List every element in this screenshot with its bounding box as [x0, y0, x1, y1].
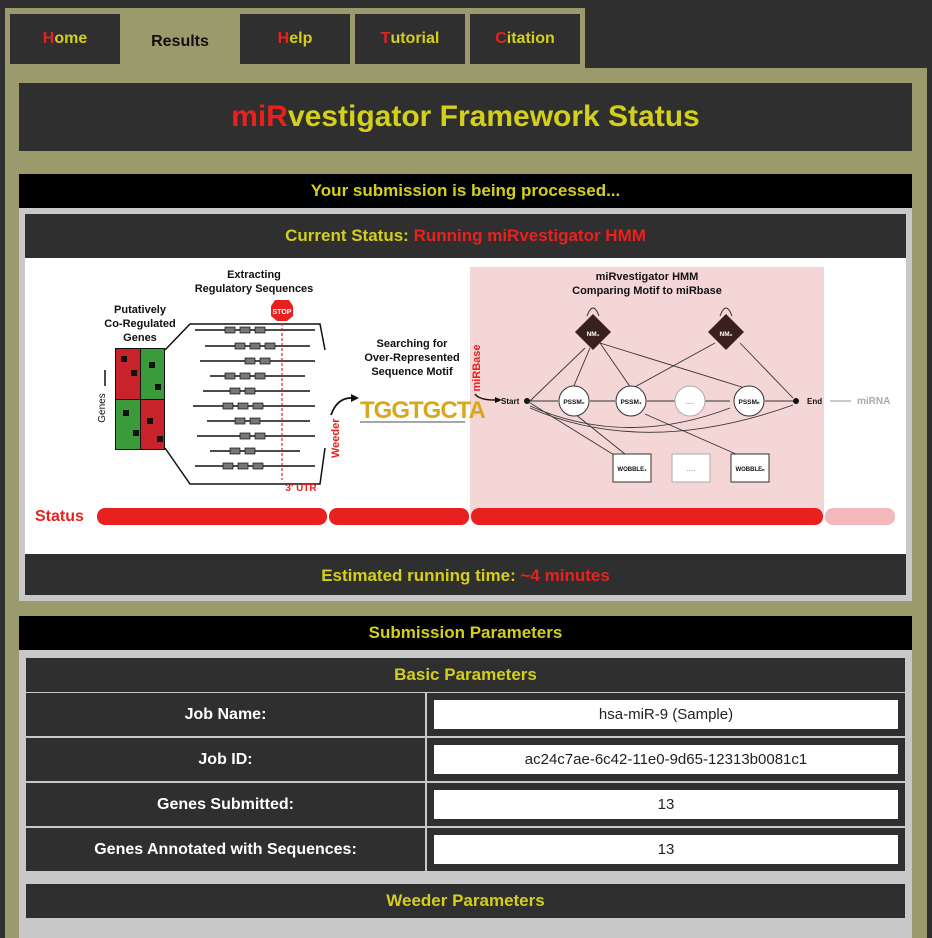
- genes-submitted-value: 13: [434, 790, 898, 819]
- extracting-label-2: Regulatory Sequences: [194, 283, 314, 295]
- wobble-dots-node: .....: [686, 467, 696, 473]
- submission-banner: Submission Parameters: [19, 616, 912, 650]
- pipeline-figure: [25, 258, 906, 554]
- param-row-genes-submitted: Genes Submitted: 13: [26, 783, 905, 826]
- param-row-job-name: Job Name: hsa-miR-9 (Sample): [26, 693, 905, 736]
- putatively-label-2: Co-Regulated: [104, 318, 176, 330]
- estimated-time: Estimated running time: ~4 minutes: [321, 565, 610, 585]
- putatively-label-3: Genes: [123, 332, 157, 344]
- svg-text:NM₂: NM₂: [719, 331, 733, 338]
- genes-annotated-value: 13: [434, 835, 898, 864]
- searching-label-3: Sequence Motif: [371, 366, 453, 378]
- status-segment-hmm: [471, 508, 823, 525]
- putatively-label: Putatively: [114, 304, 166, 316]
- param-row-genes-annotated: Genes Annotated with Sequences: 13: [26, 828, 905, 871]
- status-segment-done: [825, 508, 895, 525]
- param-row-job-id: Job ID: ac24c7ae-6c42-11e0-9d65-12313b0081c1: [26, 738, 905, 781]
- status-panel: [19, 208, 912, 601]
- hmm-subtitle: Comparing Motif to miRbase: [572, 285, 722, 297]
- weeder-label: Weeder: [330, 418, 342, 458]
- current-status: Current Status: Running miRvestigator HMM: [285, 226, 646, 245]
- hmm-title: miRvestigator HMM: [595, 271, 699, 283]
- wobble1-node: WOBBLE₁: [617, 467, 647, 473]
- searching-label: Searching for: [376, 338, 448, 350]
- status-word: Status: [35, 508, 84, 525]
- status-segment-extract: [97, 508, 327, 525]
- tab-help[interactable]: H elp: [240, 14, 350, 64]
- processing-banner: Your submission is being processed...: [19, 174, 912, 208]
- wobblen-node: WOBBLEₙ: [735, 467, 765, 473]
- job-name-value: hsa-miR-9 (Sample): [434, 700, 898, 729]
- pssm-dots-node: .....: [685, 399, 695, 406]
- extracting-label: Extracting: [227, 269, 281, 281]
- searching-label-2: Over-Represented: [364, 352, 460, 364]
- tab-citation[interactable]: C itation: [470, 14, 580, 64]
- pssm0-node: PSSM₀: [563, 399, 585, 406]
- tab-home[interactable]: H ome: [10, 14, 120, 64]
- parameters-panel: [19, 650, 912, 938]
- job-id-value: ac24c7ae-6c42-11e0-9d65-12313b0081c1: [434, 745, 898, 774]
- basic-parameters-header: Basic Parameters: [26, 658, 905, 692]
- sequence-lines: [193, 330, 315, 466]
- weeder-parameters-header: Weeder Parameters: [26, 884, 905, 918]
- status-segment-weeder: [329, 508, 469, 525]
- hmm-end: End: [807, 397, 823, 406]
- mirna-label: miRNA: [857, 396, 891, 407]
- hmm-start: Start: [501, 397, 520, 406]
- genes-axis-label: Genes: [97, 393, 108, 423]
- sequence-logo: TGGTGCTA: [360, 397, 485, 424]
- status-inner: [25, 214, 906, 595]
- gene-heatmap: [115, 348, 165, 450]
- utr-label: 3' UTR: [285, 483, 317, 494]
- pssm1-node: PSSM₁: [620, 399, 642, 406]
- tab-results[interactable]: Results: [120, 14, 240, 70]
- svg-text:NM₁: NM₁: [586, 331, 600, 338]
- nav-bar: [5, 8, 585, 70]
- tab-tutorial[interactable]: T utorial: [355, 14, 465, 64]
- svg-text:STOP: STOP: [272, 309, 292, 316]
- mirbase-label: miRBase: [471, 344, 483, 392]
- pssmn-node: PSSMₙ: [738, 399, 760, 406]
- page-title: miR vestigator Framework Status: [19, 83, 912, 151]
